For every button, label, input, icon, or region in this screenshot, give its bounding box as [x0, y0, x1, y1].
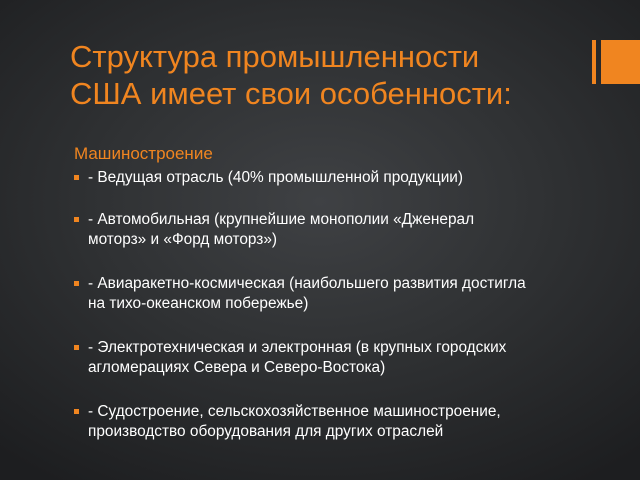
bullet-line: на тихо-океанском побережье) [88, 295, 309, 312]
bullet-line: - Авиаракетно-космическая (наибольшего развития достигла [88, 275, 526, 292]
bullet-line: - Судостроение, сельскохозяйственное машиностроение, [88, 403, 501, 420]
decorative-bars [592, 40, 640, 84]
slide-title [70, 38, 590, 112]
slide-title-line-2: США имеет свои особенности: [70, 76, 512, 111]
bullet-square-icon [74, 409, 79, 414]
bullet-line: - Электротехническая и электронная (в крупных городских [88, 339, 507, 356]
bullet-item [74, 168, 594, 188]
slide-title-line-1: Структура промышленности [70, 39, 480, 74]
subheading: Машиностроение [74, 144, 213, 163]
bullet-item [74, 274, 594, 314]
bullet-line: - Ведущая отрасль (40% промышленной продукции) [88, 169, 464, 186]
slide-content [74, 144, 594, 442]
bullet-list [74, 168, 594, 442]
bullet-item [74, 338, 594, 378]
bullet-square-icon [74, 175, 79, 180]
bullet-item [74, 402, 594, 442]
bullet-square-icon [74, 281, 79, 286]
bullet-line: производство оборудования для других отраслей [88, 423, 444, 440]
bullet-line: моторз» и «Форд моторз») [88, 231, 278, 248]
decorative-bar-thin [592, 40, 596, 84]
bullet-square-icon [74, 345, 79, 350]
bullet-square-icon [74, 217, 79, 222]
decorative-bar-wide [601, 40, 640, 84]
bullet-line: - Автомобильная (крупнейшие монополии «Дженерал [88, 211, 475, 228]
bullet-item [74, 210, 594, 250]
bullet-line: агломерациях Севера и Северо-Востока) [88, 359, 386, 376]
